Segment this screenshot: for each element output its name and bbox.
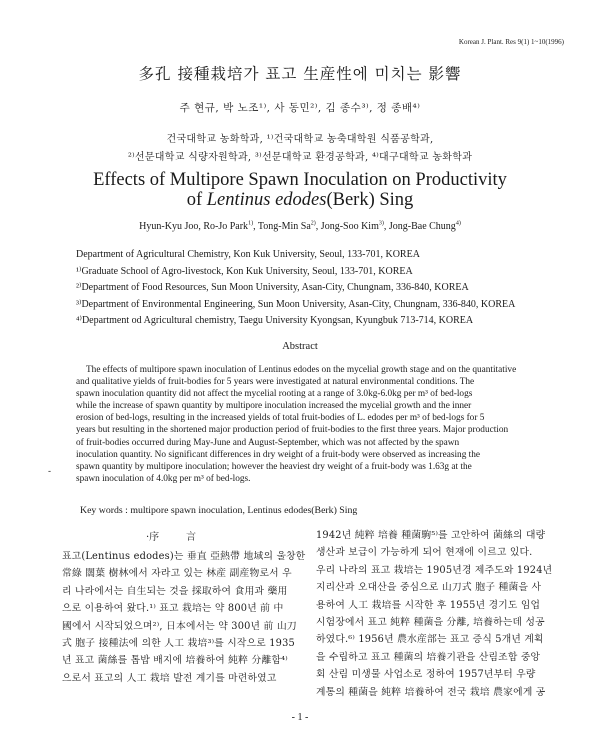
body-line: 하였다.⁶⁾ 1956년 農水産部는 표고 증식 5개년 계획	[316, 634, 544, 646]
abstract-line: spawn quantity by multipore inoculation; however the heaviest dry weight of a fruit-body was 1.63g at the	[76, 461, 472, 472]
body-line: 년 표고 菌絲를 톱밥 배지에 培養하여 純粹 分離함⁴⁾	[62, 655, 288, 667]
abstract-line: The effects of multipore spawn inoculation of Lentinus edodes on the mycelial growth stage and on the quantitative	[86, 365, 517, 375]
english-title-prefix: of	[186, 190, 207, 210]
abstract-line: while the increase of spawn quantity by multipore inoculation increased the mycelial growth and the inner	[76, 401, 472, 412]
affiliation-line: ⁴⁾Department od Agricultural chemistry, Taegu University Kyongsan, Kyungbuk 713-714, KOREA	[76, 315, 474, 327]
body-line: 을 수립하고 표고 種菌의 培養기관을 산림조합 중앙	[316, 651, 541, 663]
right-column-body	[316, 527, 556, 701]
abstract-body	[76, 364, 532, 485]
body-line: 표고(Lentinus edodes)는 垂直 亞熱帶 地域의 울창한	[62, 551, 306, 562]
page-number: - 1 -	[291, 712, 309, 723]
english-title-species: Lentinus edodes	[206, 190, 327, 210]
body-line: 1942년 純粹 培養 種菌駒⁵⁾를 고안하여 菌絲의 대량	[316, 530, 546, 541]
body-line: 시험장에서 표고 純粹 種菌을 分離, 培養하는데 성공	[316, 617, 545, 629]
english-title-line1: Effects of Multipore Spawn Inoculation on Productivity	[93, 170, 507, 190]
abstract-line: of fruit-bodies occurred during May-June and August-September, which was not affected by the spawn	[76, 437, 460, 448]
korean-title: 多孔 接種栽培가 표고 生産性에 미치는 影響	[138, 65, 462, 83]
journal-reference: Korean J. Plant. Res 9(1) 1~10(1996)	[458, 38, 564, 46]
korean-authors: 주 현규, 박 노조¹⁾, 사 동민²⁾, 김 종수³⁾, 정 종배⁴⁾	[179, 102, 421, 114]
english-title-line2	[0, 190, 600, 210]
abstract-line: spawn inoculation of 4.0kg per m³ of bed-logs.	[76, 473, 251, 484]
body-line: 으로 이용하여 왔다.¹⁾ 표고 栽培는 약 800년 前 中	[62, 603, 284, 615]
author-sa: , Tong-Min Sa	[253, 221, 311, 232]
body-line: 회 산림 미생물 사업소로 정하여 1957년부터 우량	[316, 669, 536, 681]
author-sup-1: 1)	[248, 220, 254, 227]
english-title-suffix: (Berk) Sing	[326, 190, 414, 210]
author-sup-2: 2)	[310, 220, 316, 227]
abstract-line: years but resulting in the shortened major production period of fruit-bodies to the first three years. Major production	[76, 425, 509, 436]
korean-affiliation-line: ²⁾선문대학교 식량자원학과, ³⁾선문대학교 환경공학과, ⁴⁾대구대학교 농화학과	[127, 152, 473, 163]
body-line: 계통의 種菌을 純粹 培養하여 전국 栽培 農家에게 공	[316, 686, 546, 698]
abstract-line: spawn inoculation quantity did not affect the mycelial rooting at a range of 3.0kg-6.0kg per m³ of bed-logs	[76, 389, 473, 400]
english-affiliations	[76, 249, 566, 332]
affiliation-line: Department of Agricultural Chemistry, Kon Kuk University, Seoul, 133-701, KOREA	[76, 249, 420, 260]
abstract-line: erosion of bed-logs, resulting in the increased yields of total fruit-bodies of L. edodes per m³ of bed-logs for 5	[76, 413, 485, 424]
body-line: 常綠 闊葉 樹林에서 자라고 있는 林産 副産物로서 우	[62, 568, 292, 580]
body-line: 우리 나라의 표고 栽培는 1905년경 제주도와 1924년	[316, 564, 553, 576]
keywords: Key words : multipore spawn inoculation, Lentinus edodes(Berk) Sing	[80, 505, 358, 516]
abstract-line: and qualitative yields of fruit-bodies for 5 years were investigated at natural environmental conditions. The	[76, 377, 475, 388]
abstract-line: inoculation quantity. No significant differences in dry weight of a fruit-body were observed as increasing the	[76, 449, 481, 460]
korean-affiliation-line: 건국대학교 농화학과, ¹⁾건국대학교 농축대학원 식품공학과,	[166, 134, 434, 145]
abstract-heading: Abstract	[282, 341, 318, 352]
affiliation-line: ³⁾Department of Environmental Engineering, Sun Moon University, Asan-City, Chungnam, 336-840, KOREA	[76, 298, 516, 310]
author-joo-park: Hyun-Kyu Joo, Ro-Jo Park	[139, 221, 249, 232]
left-column-body	[62, 548, 306, 687]
body-line: 리 나라에서는 自生되는 것을 採取하여 食用과 藥用	[62, 585, 288, 597]
body-line: 생산과 보급이 가능하게 되어 현재에 이르고 있다.	[316, 547, 533, 559]
affiliation-line: ¹⁾Graduate School of Agro-livestock, Kon Kuk University, Seoul, 133-701, KOREA	[76, 265, 413, 277]
section-heading-text: 言	[186, 532, 196, 543]
author-sup-4: 4)	[455, 220, 461, 227]
body-line: 으로서 표고의 人工 栽培 발전 계기를 마련하였고	[62, 672, 277, 684]
author-sup-3: 3)	[378, 220, 384, 227]
body-line: 용하여 人工 栽培를 시작한 후 1955년 경기도 임업	[316, 599, 541, 611]
affiliation-line: ²⁾Department of Food Resources, Sun Moon University, Asan-City, Chungnam, 336-840, KOREA	[76, 282, 469, 294]
body-line: 國에서 시작되었으며²⁾, 日本에서는 약 300년 前 山刀	[62, 620, 297, 632]
body-line: 式 胞子 接種法에 의한 人工 栽培³⁾를 시작으로 1935	[62, 638, 295, 650]
author-chung: , Jong-Bae Chung	[383, 221, 456, 232]
english-authors	[0, 221, 600, 232]
section-heading-dot: ·序	[146, 532, 160, 543]
stray-margin-mark: -	[48, 467, 52, 477]
body-line: 지리산과 오대산을 중심으로 山刀式 胞子 種菌을 사	[316, 582, 542, 594]
author-kim: , Jong-Soo Kim	[315, 221, 379, 232]
